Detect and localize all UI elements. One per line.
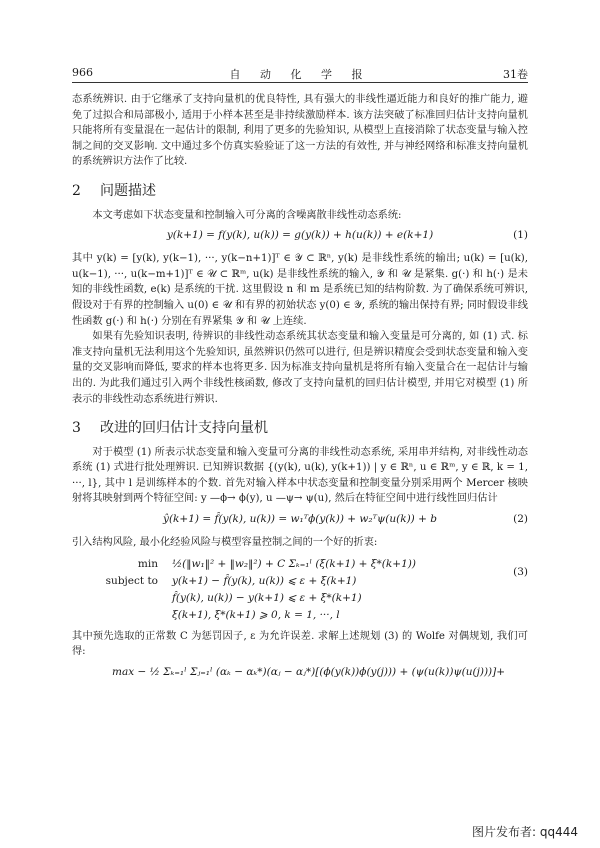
- constraint-row: [72, 608, 528, 625]
- equation-1: [72, 228, 528, 246]
- paragraph: 其中 y(k) = [y(k), y(k−1), ···, y(k−n+1)]ᵀ ∈ 𝒴 ⊂ ℝⁿ, y(k) 是非线性系统的输出; u(k) = [u(k), u(k−1), ···, u(k−m+1)]ᵀ ∈ 𝒰 ⊂ ℝᵐ, u(k) 是非线性系统的输入, 𝒴 和 𝒰 是紧集. g(·) 和 h(·) 是未知的非线性函数, e(k) 是系统的干扰. 这里假设 n 和 m 是系统已知的结构阶数. 为了确保系统可辨识, 假设对于有界的控制输入 u(0) ∈ 𝒰 和有界的初始状态 y(0) ∈ 𝒴, 系统的输出保持有界; 同时假设非线性函数 g(·) 和 h(·) 分别在有界紧集 𝒴 和 𝒰 上连续.: [72, 253, 528, 327]
- constraint-row: [72, 574, 528, 591]
- section-heading-3: [72, 421, 528, 437]
- intro-paragraph: 态系统辨识. 由于它继承了支持向量机的优良特性, 具有强大的非线性逼近能力和良好的推广能力, 避免了过拟合和局部极小, 适用于小样本甚至是非持续激励样本. 该方法突破了标准回归估计支持向量机只能将所有变量混在一起估计的限制, 利用了更多的先验知识, 从模型上直接消除了状态变量与输入控制之间的交叉影响. 文中通过多个仿真实验验证了这一方法的有效性, 并与神经网络和标准支持向量机的系统辨识方法作了比较.: [72, 94, 528, 168]
- min-label: min: [137, 557, 158, 570]
- running-header: [72, 64, 528, 83]
- constraint: y(k+1) − f̂(y(k), u(k)) ⩽ ε + ξ(k+1): [172, 574, 357, 587]
- equation-body: y(k+1) = f(y(k), u(k)) = g(y(k)) + h(u(k)) + e(k+1): [166, 229, 434, 242]
- constraint: ξ(k+1), ξ*(k+1) ⩾ 0, k = 1, ···, l: [172, 608, 340, 621]
- section-number: 3: [72, 420, 81, 437]
- equation-2: [72, 512, 528, 530]
- watermark: 图片发布者: qq444: [472, 825, 578, 839]
- volume-label: 31卷: [503, 68, 528, 81]
- equation-number: (1): [513, 229, 528, 242]
- objective: ½(‖w₁‖² + ‖w₂‖²) + C Σₖ₌₁ˡ (ξ(k+1) + ξ*(k+1)): [172, 557, 416, 570]
- paragraph: 引入结构风险, 最小化经验风险与模型容量控制之间的一个好的折衷:: [72, 537, 378, 549]
- equation-body: max − ½ Σₖ₌₁ˡ Σⱼ₌₁ˡ (αₖ − αₖ*)(αⱼ − αⱼ*)[(ϕ(y(k))ϕ(y(j))) + (ψ(u(k))ψ(u(j)))]+: [112, 665, 506, 678]
- equation-4: [72, 665, 528, 683]
- constraint-row: [72, 591, 528, 608]
- section-heading-2: [72, 184, 528, 200]
- paragraph: 对于模型 (1) 所表示状态变量和输入变量可分离的非线性动态系统, 采用串并结构, 对非线性动态系统 (1) 式进行批处理辨识. 已知辨识数据 {(y(k), u(k), y(k+1)) | y ∈ ℝⁿ, u ∈ ℝᵐ, y ∈ ℝ, k = 1, ···, l}, 其中 l 是训练样本的个数. 首先对输入样本中状态变量和控制变量分别采用两个 Mercer 核映射将其映射到两个特征空间: y —ϕ→ ϕ(y), u —ψ→ ψ(u), 然后在特征空间中进行线性回归估计: [72, 446, 528, 505]
- page-number: 966: [72, 66, 93, 79]
- journal-title: 自 动 化 学 报: [229, 68, 371, 81]
- section-title: 改进的回归估计支持向量机: [100, 420, 268, 437]
- equation-body: ŷ(k+1) = f̂(y(k), u(k)) = w₁ᵀϕ(y(k)) + w₂ᵀψ(u(k)) + b: [163, 513, 437, 526]
- optimization-problem: [72, 557, 528, 625]
- constraint: f̂(y(k), u(k)) − y(k+1) ⩽ ε + ξ*(k+1): [172, 591, 362, 604]
- section-title: 问题描述: [100, 182, 156, 199]
- subject-to-label: subject to: [105, 574, 158, 587]
- paragraph: 本文考虑如下状态变量和控制输入可分离的含噪离散非线性动态系统:: [92, 209, 402, 221]
- objective-row: [72, 557, 528, 574]
- equation-number: (3): [513, 565, 528, 578]
- paragraph: 其中预先选取的正常数 C 为惩罚因子, ε 为允许误差. 求解上述规划 (3) 的 Wolfe 对偶规划, 我们可得:: [72, 630, 528, 658]
- paragraph: 如果有先验知识表明, 待辨识的非线性动态系统其状态变量和输入变量是可分离的, 如 (1) 式. 标准支持向量机无法利用这个先验知识, 虽然辨识仍然可以进行, 但是辨识精度会受到状态变量和输入变量的交叉影响而降低, 要求的样本也将更多. 因为标准支持向量机是将所有输入变量合在一起估计与输出的. 为此我们通过引入两个非线性核函数, 修改了支持向量机的回归估计模型, 并用它对模型 (1) 所表示的非线性动态系统进行辨识.: [72, 331, 528, 405]
- article-body: [72, 92, 528, 688]
- equation-number: (2): [513, 513, 528, 526]
- section-number: 2: [72, 182, 81, 199]
